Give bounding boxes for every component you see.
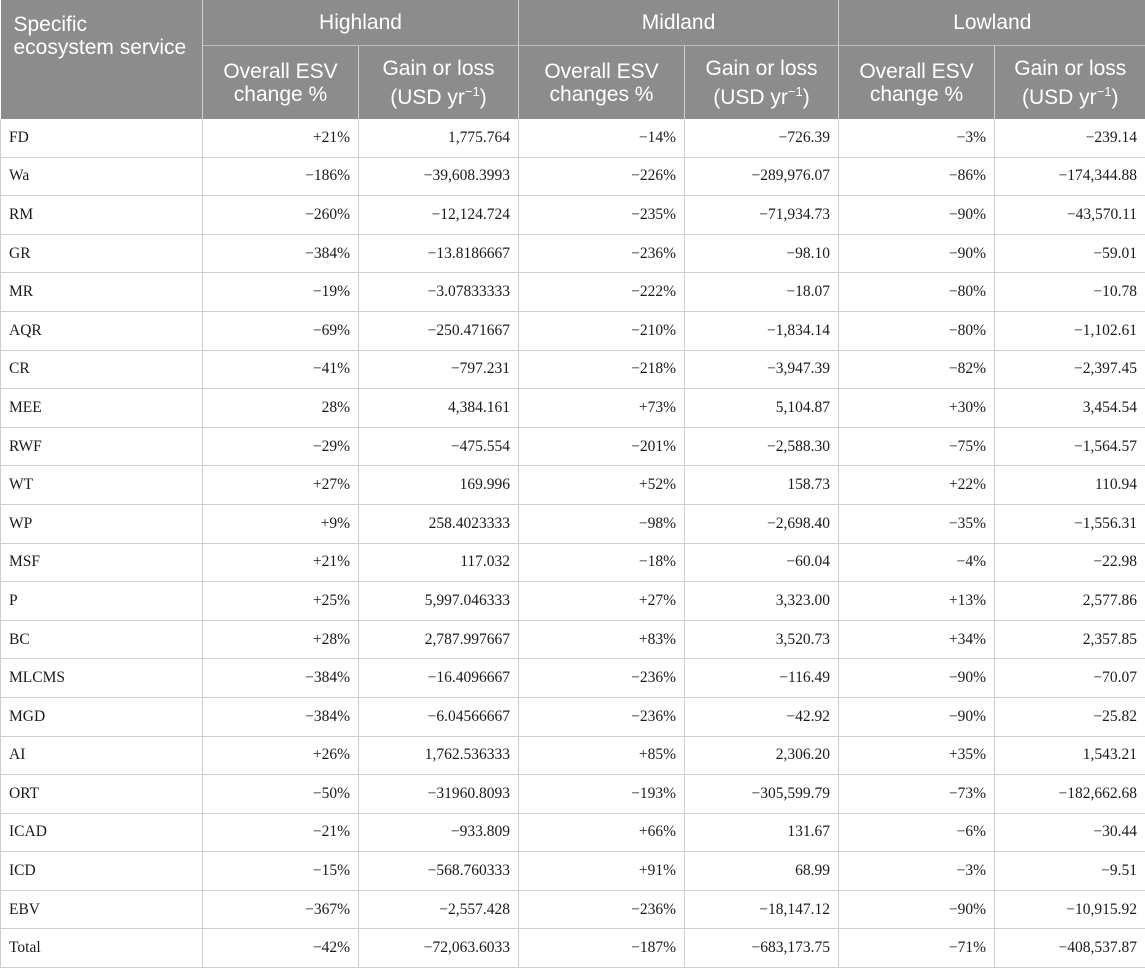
cell-lowland-esv-change: +35% — [839, 736, 995, 775]
cell-lowland-gain-loss: −408,537.87 — [995, 929, 1145, 968]
cell-service-name: AQR — [1, 311, 203, 350]
cell-lowland-gain-loss: −22.98 — [995, 543, 1145, 582]
cell-midland-esv-change: −236% — [519, 234, 685, 273]
cell-highland-gain-loss: 169.996 — [359, 466, 519, 505]
cell-service-name: BC — [1, 620, 203, 659]
cell-midland-esv-change: +66% — [519, 813, 685, 852]
cell-service-name: ORT — [1, 775, 203, 814]
cell-lowland-gain-loss: −2,397.45 — [995, 350, 1145, 389]
cell-lowland-esv-change: −3% — [839, 852, 995, 891]
cell-service-name: MEE — [1, 389, 203, 428]
cell-midland-gain-loss: −1,834.14 — [685, 311, 839, 350]
cell-midland-esv-change: −14% — [519, 119, 685, 157]
header-lowland: Lowland — [839, 0, 1145, 46]
cell-midland-gain-loss: −116.49 — [685, 659, 839, 698]
cell-highland-gain-loss: −12,124.724 — [359, 196, 519, 235]
cell-highland-esv-change: −50% — [203, 775, 359, 814]
cell-service-name: WT — [1, 466, 203, 505]
cell-service-name: ICAD — [1, 813, 203, 852]
cell-highland-esv-change: −69% — [203, 311, 359, 350]
cell-lowland-esv-change: −90% — [839, 890, 995, 929]
cell-lowland-gain-loss: 110.94 — [995, 466, 1145, 505]
header-lowland-gain-or-loss: Gain or loss (USD $yr^{-1}$) — [995, 46, 1145, 120]
cell-highland-gain-loss: −72,063.6033 — [359, 929, 519, 968]
cell-midland-gain-loss: 5,104.87 — [685, 389, 839, 428]
cell-highland-esv-change: −29% — [203, 427, 359, 466]
table-header — [1, 0, 1145, 119]
cell-highland-esv-change: +21% — [203, 119, 359, 157]
cell-lowland-gain-loss: 2,357.85 — [995, 620, 1145, 659]
cell-midland-esv-change: −210% — [519, 311, 685, 350]
table-row — [1, 775, 1145, 814]
cell-midland-gain-loss: −60.04 — [685, 543, 839, 582]
table-row — [1, 157, 1145, 196]
cell-highland-gain-loss: −6.04566667 — [359, 697, 519, 736]
cell-highland-gain-loss: −250.471667 — [359, 311, 519, 350]
cell-midland-esv-change: −193% — [519, 775, 685, 814]
cell-highland-gain-loss: −797.231 — [359, 350, 519, 389]
cell-highland-gain-loss: −3.07833333 — [359, 273, 519, 312]
cell-service-name: MSF — [1, 543, 203, 582]
header-specific-ecosystem-service: Specific ecosystem service — [1, 0, 203, 119]
cell-lowland-gain-loss: −9.51 — [995, 852, 1145, 891]
cell-service-name: P — [1, 582, 203, 621]
cell-lowland-esv-change: −80% — [839, 311, 995, 350]
table-row — [1, 311, 1145, 350]
cell-midland-gain-loss: 3,323.00 — [685, 582, 839, 621]
cell-service-name: WP — [1, 504, 203, 543]
cell-highland-gain-loss: −31960.8093 — [359, 775, 519, 814]
cell-midland-esv-change: +27% — [519, 582, 685, 621]
header-highland-gain-or-loss: Gain or loss (USD $yr^{-1}$) — [359, 46, 519, 120]
cell-lowland-esv-change: +30% — [839, 389, 995, 428]
cell-midland-gain-loss: 131.67 — [685, 813, 839, 852]
cell-service-name: GR — [1, 234, 203, 273]
cell-midland-gain-loss: −18,147.12 — [685, 890, 839, 929]
table-row — [1, 427, 1145, 466]
table-row — [1, 582, 1145, 621]
cell-midland-gain-loss: −71,934.73 — [685, 196, 839, 235]
cell-service-name: RWF — [1, 427, 203, 466]
cell-lowland-esv-change: −90% — [839, 196, 995, 235]
cell-lowland-gain-loss: −43,570.11 — [995, 196, 1145, 235]
cell-highland-gain-loss: 5,997.046333 — [359, 582, 519, 621]
cell-highland-gain-loss: −475.554 — [359, 427, 519, 466]
cell-midland-gain-loss: −2,698.40 — [685, 504, 839, 543]
cell-lowland-esv-change: −73% — [839, 775, 995, 814]
table-row — [1, 504, 1145, 543]
cell-midland-esv-change: −98% — [519, 504, 685, 543]
cell-highland-gain-loss: 4,384.161 — [359, 389, 519, 428]
table-row — [1, 389, 1145, 428]
cell-midland-esv-change: +73% — [519, 389, 685, 428]
table-row — [1, 620, 1145, 659]
cell-lowland-esv-change: −80% — [839, 273, 995, 312]
cell-lowland-gain-loss: 2,577.86 — [995, 582, 1145, 621]
cell-midland-esv-change: +83% — [519, 620, 685, 659]
cell-lowland-esv-change: −90% — [839, 697, 995, 736]
header-midland: Midland — [519, 0, 839, 46]
cell-service-name: ICD — [1, 852, 203, 891]
cell-service-name: Wa — [1, 157, 203, 196]
table-row — [1, 234, 1145, 273]
cell-midland-esv-change: +91% — [519, 852, 685, 891]
cell-lowland-esv-change: −82% — [839, 350, 995, 389]
cell-highland-gain-loss: −933.809 — [359, 813, 519, 852]
cell-highland-gain-loss: 2,787.997667 — [359, 620, 519, 659]
cell-service-name: EBV — [1, 890, 203, 929]
table-row — [1, 697, 1145, 736]
cell-highland-esv-change: −42% — [203, 929, 359, 968]
cell-midland-gain-loss: 2,306.20 — [685, 736, 839, 775]
cell-midland-esv-change: −236% — [519, 697, 685, 736]
cell-highland-esv-change: −384% — [203, 234, 359, 273]
cell-lowland-esv-change: +34% — [839, 620, 995, 659]
cell-service-name: MGD — [1, 697, 203, 736]
cell-highland-gain-loss: 117.032 — [359, 543, 519, 582]
table-row — [1, 659, 1145, 698]
table-row — [1, 196, 1145, 235]
cell-lowland-gain-loss: −239.14 — [995, 119, 1145, 157]
cell-midland-esv-change: +52% — [519, 466, 685, 505]
cell-midland-esv-change: −236% — [519, 659, 685, 698]
table-row — [1, 736, 1145, 775]
cell-highland-esv-change: −21% — [203, 813, 359, 852]
cell-midland-esv-change: −18% — [519, 543, 685, 582]
cell-highland-esv-change: −15% — [203, 852, 359, 891]
cell-highland-gain-loss: −2,557.428 — [359, 890, 519, 929]
cell-midland-esv-change: +85% — [519, 736, 685, 775]
table-row — [1, 119, 1145, 157]
cell-lowland-esv-change: +22% — [839, 466, 995, 505]
cell-highland-gain-loss: −13.8186667 — [359, 234, 519, 273]
cell-midland-gain-loss: −98.10 — [685, 234, 839, 273]
cell-lowland-gain-loss: −1,556.31 — [995, 504, 1145, 543]
table-row — [1, 350, 1145, 389]
cell-lowland-gain-loss: 1,543.21 — [995, 736, 1145, 775]
cell-highland-esv-change: −41% — [203, 350, 359, 389]
table-row — [1, 890, 1145, 929]
cell-lowland-gain-loss: −1,102.61 — [995, 311, 1145, 350]
cell-lowland-esv-change: +13% — [839, 582, 995, 621]
cell-highland-gain-loss: 258.4023333 — [359, 504, 519, 543]
cell-lowland-gain-loss: 3,454.54 — [995, 389, 1145, 428]
cell-lowland-gain-loss: −59.01 — [995, 234, 1145, 273]
cell-highland-esv-change: −19% — [203, 273, 359, 312]
table-body — [1, 119, 1145, 968]
cell-lowland-esv-change: −86% — [839, 157, 995, 196]
cell-midland-gain-loss: −2,588.30 — [685, 427, 839, 466]
cell-lowland-esv-change: −90% — [839, 659, 995, 698]
table-row — [1, 813, 1145, 852]
cell-midland-gain-loss: −683,173.75 — [685, 929, 839, 968]
cell-highland-esv-change: +28% — [203, 620, 359, 659]
cell-highland-gain-loss: −39,608.3993 — [359, 157, 519, 196]
table-row — [1, 852, 1145, 891]
cell-highland-gain-loss: 1,775.764 — [359, 119, 519, 157]
header-lowland-overall-esv-change: Overall ESV change % — [839, 46, 995, 120]
cell-lowland-esv-change: −4% — [839, 543, 995, 582]
cell-midland-esv-change: −226% — [519, 157, 685, 196]
cell-service-name: RM — [1, 196, 203, 235]
cell-midland-esv-change: −201% — [519, 427, 685, 466]
cell-lowland-gain-loss: −174,344.88 — [995, 157, 1145, 196]
cell-service-name: CR — [1, 350, 203, 389]
cell-midland-gain-loss: −18.07 — [685, 273, 839, 312]
cell-lowland-esv-change: −75% — [839, 427, 995, 466]
cell-highland-esv-change: −384% — [203, 659, 359, 698]
table-row — [1, 543, 1145, 582]
cell-midland-gain-loss: −726.39 — [685, 119, 839, 157]
cell-highland-esv-change: −260% — [203, 196, 359, 235]
cell-lowland-gain-loss: −30.44 — [995, 813, 1145, 852]
cell-lowland-gain-loss: −70.07 — [995, 659, 1145, 698]
cell-highland-esv-change: +27% — [203, 466, 359, 505]
cell-lowland-esv-change: −90% — [839, 234, 995, 273]
cell-highland-esv-change: +26% — [203, 736, 359, 775]
cell-highland-gain-loss: −16.4096667 — [359, 659, 519, 698]
cell-midland-gain-loss: −3,947.39 — [685, 350, 839, 389]
cell-lowland-esv-change: −71% — [839, 929, 995, 968]
cell-lowland-gain-loss: −10,915.92 — [995, 890, 1145, 929]
table-row — [1, 273, 1145, 312]
cell-highland-gain-loss: −568.760333 — [359, 852, 519, 891]
cell-midland-esv-change: −222% — [519, 273, 685, 312]
table-row — [1, 466, 1145, 505]
cell-midland-esv-change: −236% — [519, 890, 685, 929]
table-row — [1, 929, 1145, 968]
cell-lowland-gain-loss: −182,662.68 — [995, 775, 1145, 814]
cell-midland-gain-loss: −42.92 — [685, 697, 839, 736]
cell-midland-esv-change: −187% — [519, 929, 685, 968]
cell-service-name: FD — [1, 119, 203, 157]
cell-lowland-esv-change: −35% — [839, 504, 995, 543]
cell-lowland-gain-loss: −10.78 — [995, 273, 1145, 312]
cell-service-name: MLCMS — [1, 659, 203, 698]
cell-highland-esv-change: 28% — [203, 389, 359, 428]
cell-highland-gain-loss: 1,762.536333 — [359, 736, 519, 775]
cell-service-name: MR — [1, 273, 203, 312]
cell-midland-gain-loss: 3,520.73 — [685, 620, 839, 659]
header-highland: Highland — [203, 0, 519, 46]
cell-highland-esv-change: +21% — [203, 543, 359, 582]
cell-midland-gain-loss: −305,599.79 — [685, 775, 839, 814]
cell-service-name: Total — [1, 929, 203, 968]
header-midland-overall-esv-changes: Overall ESV changes % — [519, 46, 685, 120]
cell-highland-esv-change: +9% — [203, 504, 359, 543]
header-highland-overall-esv-change: Overall ESV change % — [203, 46, 359, 120]
cell-lowland-gain-loss: −1,564.57 — [995, 427, 1145, 466]
cell-highland-esv-change: −384% — [203, 697, 359, 736]
cell-lowland-gain-loss: −25.82 — [995, 697, 1145, 736]
cell-lowland-esv-change: −3% — [839, 119, 995, 157]
cell-highland-esv-change: −367% — [203, 890, 359, 929]
cell-service-name: AI — [1, 736, 203, 775]
cell-midland-gain-loss: 68.99 — [685, 852, 839, 891]
cell-midland-esv-change: −235% — [519, 196, 685, 235]
cell-lowland-esv-change: −6% — [839, 813, 995, 852]
cell-midland-gain-loss: −289,976.07 — [685, 157, 839, 196]
cell-midland-gain-loss: 158.73 — [685, 466, 839, 505]
cell-highland-esv-change: −186% — [203, 157, 359, 196]
cell-midland-esv-change: −218% — [519, 350, 685, 389]
cell-highland-esv-change: +25% — [203, 582, 359, 621]
header-midland-gain-or-loss: Gain or loss (USD $yr^{-1}$) — [685, 46, 839, 120]
